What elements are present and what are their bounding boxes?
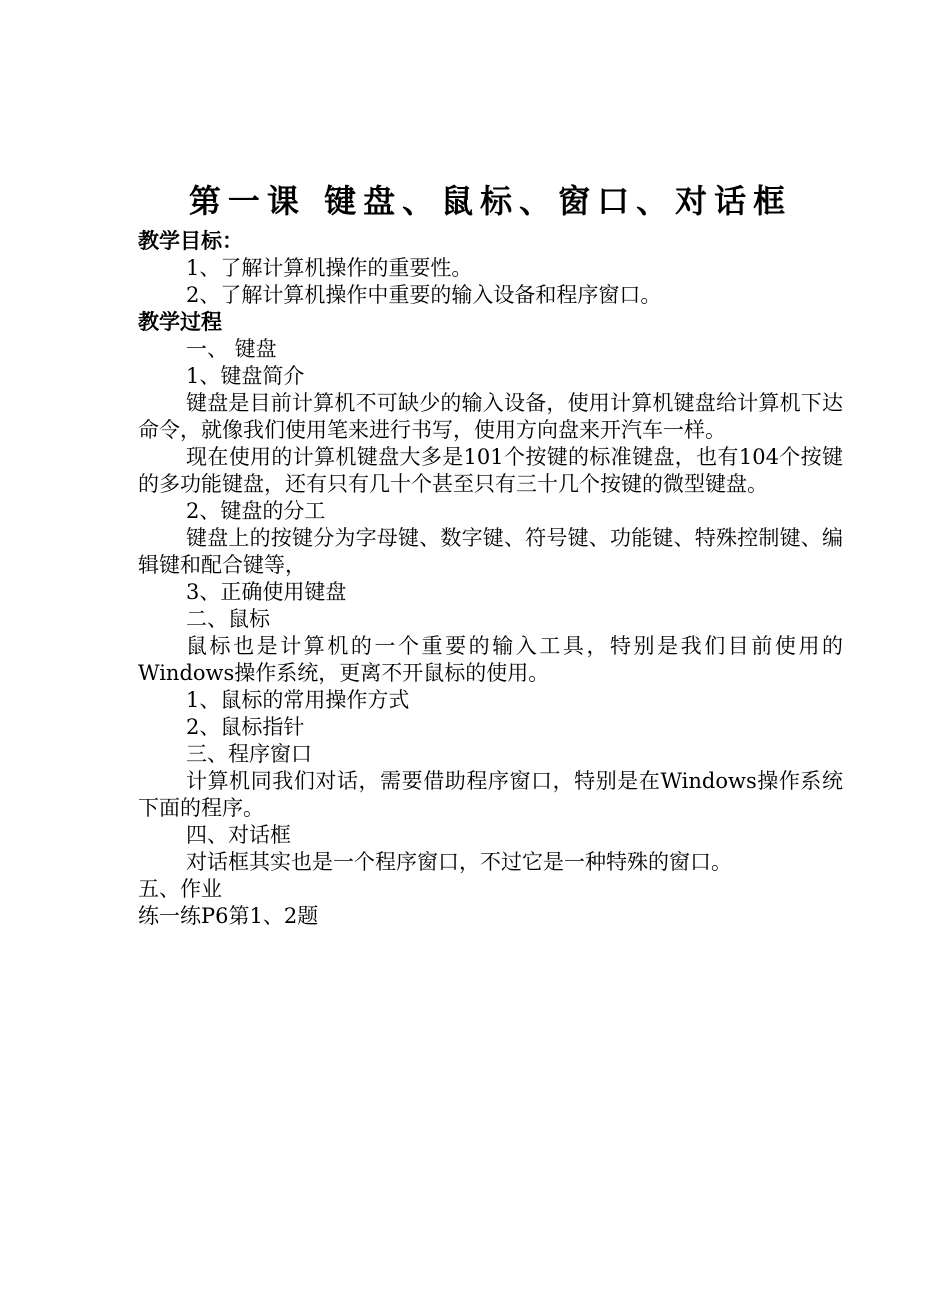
mouse-item-1: 1、鼠标的常用操作方式: [186, 688, 410, 712]
objectives-heading: 教学目标：: [138, 229, 243, 253]
mouse-paragraph: 鼠标也是计算机的一个重要的输入工具，特别是我们目前使用的Windows操作系统，更离不开鼠标的使用。: [138, 634, 843, 685]
dialog-paragraph: 对话框其实也是一个程序窗口，不过它是一种特殊的窗口。: [186, 850, 732, 874]
window-heading: 三、程序窗口: [186, 742, 312, 766]
keyboard-division-heading: 2、键盘的分工: [186, 499, 326, 523]
process-heading: 教学过程: [138, 310, 222, 334]
keyboard-division-paragraph: 键盘上的按键分为字母键、数字键、符号键、功能键、特殊控制键、编辑键和配合键等，: [138, 526, 843, 577]
homework-heading: 五、作业: [138, 877, 222, 901]
keyboard-intro-paragraph-2: 现在使用的计算机键盘大多是101个按键的标准键盘，也有104个按键的多功能键盘，还有只有几十个甚至只有三十几个按键的微型键盘。: [138, 445, 843, 496]
lesson-title: 第一课 键盘、鼠标、窗口、对话框: [188, 182, 793, 220]
objective-item-1: 1、了解计算机操作的重要性。: [186, 256, 473, 280]
homework-item: 练一练P6第1、2题: [138, 904, 319, 928]
keyboard-usage-heading: 3、正确使用键盘: [186, 580, 347, 604]
window-paragraph: 计算机同我们对话，需要借助程序窗口，特别是在Windows操作系统下面的程序。: [138, 769, 843, 820]
objective-item-2: 2、了解计算机操作中重要的输入设备和程序窗口。: [186, 283, 662, 307]
dialog-heading: 四、对话框: [186, 823, 291, 847]
mouse-heading: 二、鼠标: [186, 607, 270, 631]
keyboard-intro-paragraph-1: 键盘是目前计算机不可缺少的输入设备，使用计算机键盘给计算机下达命令，就像我们使用笔来进行书写，使用方向盘来开汽车一样。: [138, 391, 843, 442]
document-body: [138, 228, 843, 930]
mouse-item-2: 2、鼠标指针: [186, 715, 305, 739]
keyboard-heading: 一、 键盘: [186, 337, 277, 361]
keyboard-intro-heading: 1、键盘简介: [186, 364, 305, 388]
